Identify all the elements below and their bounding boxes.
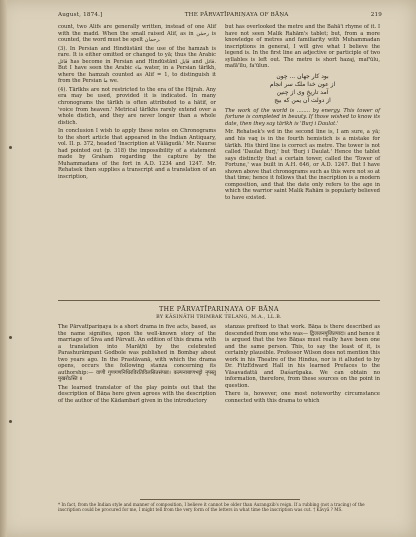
paragraph: but has overlooked the metre and the Bahā'i rhyme of it. I have not seen Malik Rahām's tablet; but, from a more knowledge of metres and familiarity with Muhammadan inscriptions in general, I will give what I believe the legend is. In the first line an adjective or participle of two syllables is left out. The metre is short hazaj, maf'ūlu, mafā'īlu, fa'ūlun. <box>225 24 380 70</box>
running-header <box>58 10 382 20</box>
paragraph: Mr. Rehatsek's wd in the second line is, I am sure, a yā; and his vaq is in the fourth hemistich is a mistake for tārīkh. His third line is correct as metre. The tower is not called 'Daulat Burj,' but 'Burj i Daulat.' Hence the tablet says distinctly that a certain tower, called the 'Tower of Fortune,' was built in A.H. 646, or A.D. 1247. But I have shown above that chronograms such as this were not so at that time; hence it follows that the inscription is a modern composition, and that the date only refers to the age in which the warrior saint Malik Rahām is popularly believed to have existed. <box>225 129 380 201</box>
top-right-column <box>225 24 380 203</box>
footnote: * In fact, from the Indian style and manner of composition, I believe it cannot be older than Aurangzib's reign. If a rubbing (not a tracing) of the inscription could be procured for me, I might tell from the very form of the letters in what time the inscription was cut. † Kāvyā ? MS. <box>58 502 365 513</box>
paragraph: (3). In Persian and Hindūstānī the use of the hamzah is rare. It is either omitted or changed to yā; thus the Arabic قائل has become in Persian and Hindūstānī قایل and قائل. But I have seen the Arabic ماء water, in a Persian tārīkh, where the hamzah counted as Alif = 1, to distinguish it from the Persian ما we. <box>58 45 216 85</box>
persian-inscription <box>225 73 380 105</box>
verse-line: از دولت آن یمن که بیج <box>274 96 331 104</box>
binding-hole <box>9 336 12 339</box>
binding-edge <box>0 0 7 537</box>
paragraph: The learned translator of the play points out that the description of Bāṇa here given agrees with the description of the author of the Kādambarī given in the introductory <box>58 384 216 405</box>
bottom-left-column <box>58 324 216 407</box>
paragraph: count, two Alifs are generally written, instead of one Alif with the madd. When the small raised Alif, as in رحمٰن is counted, the word must be spelt رحمان. <box>58 24 216 44</box>
paragraph: In conclusion I wish to apply these notes on Chronograms to the short article that appeared in the Indian Antiquary, vol. II. p. 372, headed 'Inscription at Vālāgudā.' Mr. Naurse had pointed out (p. 318) the impossibility of a statement made by Graham regarding the capture by the Muhammadans of the fort in A.D. 1234 and 1247. Mr. Rehatsek then supplies a transcript and a translation of an inscription, <box>58 128 216 181</box>
section-divider <box>58 300 380 301</box>
paragraph: The Pārvatīpariṇaya is a short drama in five acts, based, as the name signifies, upon the well-known story of the marriage of Śiva and Pārvatī. An edition of this drama with a translation into Marāṭhī by the celebrated Parashurāmpant Godbole was published in Bombay about two years ago. In the Prastāvanā, with which the drama opens, occurs the following stanza concerning its authorship:— वाणी गुणगणनिधिरविरतिविलसितसंपन्नः। कल्पनाबाणभट्टो नृपस्तु मुखरोऽस्ति ॥ <box>58 324 216 383</box>
verse-line: آمد تاریخ وی از چنین <box>276 88 329 96</box>
header-date: August, 1874.] <box>58 12 103 18</box>
footnote-divider <box>140 499 300 500</box>
binding-hole <box>9 146 12 149</box>
header-title: THE PĀRVATĪPARIṆAYA OF BĀṆA <box>184 12 289 18</box>
article-byline: BY KĀSINĀTH TRIMBAK TELANG, M.A., LL.B. <box>156 315 282 320</box>
article-title: THE PĀRVATĪPARIṆAYA OF BĀṆA <box>159 306 279 313</box>
verse-line: بود کار جهان ... چون <box>276 72 329 80</box>
translation-caption: The work of the world is ........ by energy. This tower of fortune is completed in beauty. If those wished to know its date, then they say tārīkh is 'Burj i Daulat.' <box>225 107 380 127</box>
binding-hole <box>9 420 12 423</box>
verse-line: از عون خدا ملک سر انجام <box>269 80 336 88</box>
page-number: 219 <box>370 12 382 18</box>
paragraph: stanzas prefixed to that work. Bāṇa is there described as descended from one who was— द्विजजनपूजितपादः। and hence it is argued that the two Bāṇas must really have been one and the same person. This, to say the least of it, is certainly plausible. Professor Wilson does not mention this work in his Theatre of the Hindus, nor is it alluded to by Dr. FitzEdward Hall in his learned Prefaces to the Vāsavadattā and Daśarūpaka. We can obtain no information, therefore, from these sources on the point in question. <box>225 324 380 389</box>
paragraph: (4). Tārīkhs are not restricted to the era of the Hijrah. Any era may be used, provided it is indicated. In many chronograms the tārīkh is often attributed to a hātif, or 'voice from heaven.' Metrical tārīkhs rarely extend over a whole distich, and they are never longer than a whole distich. <box>58 86 216 126</box>
paragraph: There is, however, one most noteworthy circumstance connected with this drama to which <box>225 391 380 405</box>
bottom-right-column <box>225 324 380 407</box>
top-left-column <box>58 24 216 183</box>
